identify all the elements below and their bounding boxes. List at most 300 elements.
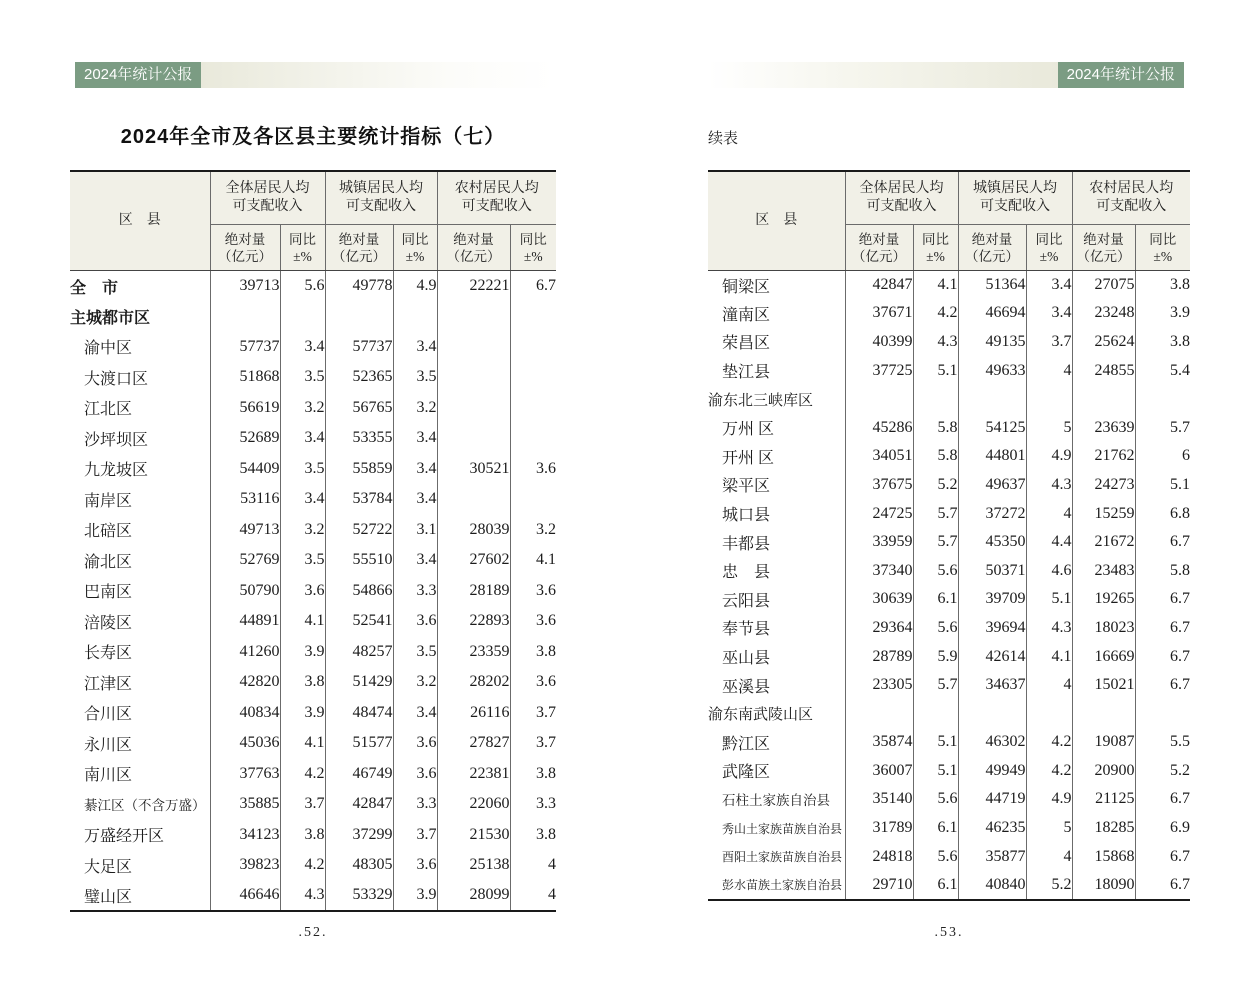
yoy-value-cell: 3.2 <box>393 393 437 424</box>
yoy-value-cell <box>510 362 556 393</box>
header-line: 可支配收入 <box>866 199 937 214</box>
absolute-value-cell: 35874 <box>845 728 913 757</box>
absolute-value-cell <box>437 301 510 332</box>
header-line: （亿元） <box>332 248 386 264</box>
table-row <box>708 785 1190 814</box>
absolute-value-cell: 29364 <box>845 614 913 643</box>
header-line: 绝对量 <box>338 231 380 247</box>
table-row <box>708 642 1190 671</box>
table-row <box>708 871 1190 900</box>
yoy-value-cell: 3.5 <box>280 454 325 485</box>
yoy-value-cell <box>1135 699 1190 728</box>
table-row <box>70 820 556 851</box>
absolute-value-cell: 42847 <box>845 271 913 300</box>
yoy-value-cell: 6.7 <box>536 277 556 294</box>
yoy-value-cell: 4.3 <box>1026 614 1072 643</box>
table-row <box>70 606 556 637</box>
absolute-value-cell <box>437 332 510 363</box>
absolute-value-cell: 18090 <box>1072 871 1135 900</box>
table-header <box>70 171 556 271</box>
yoy-value-cell: 6.7 <box>1170 618 1190 636</box>
header-line: 全体居民人均 <box>859 181 944 196</box>
yoy-value-cell: 6.7 <box>1170 875 1190 893</box>
absolute-value-cell: 51429 <box>325 667 393 698</box>
yoy-value-cell <box>1026 385 1072 414</box>
absolute-value-cell: 35877 <box>958 842 1026 871</box>
absolute-value-cell: 35140 <box>845 785 913 814</box>
absolute-value-cell: 54125 <box>958 413 1026 442</box>
absolute-value-cell: 42847 <box>325 789 393 820</box>
absolute-value-cell: 52689 <box>210 423 280 454</box>
absolute-value-cell: 37763 <box>210 759 280 790</box>
header-line: 城镇居民人均 <box>973 181 1057 196</box>
header-line: 可支配收入 <box>346 199 416 214</box>
yoy-value-cell: 3.4 <box>280 484 325 515</box>
table-row <box>708 728 1190 757</box>
header-line: 绝对量 <box>1083 231 1124 247</box>
header-line: 同比 <box>289 231 316 247</box>
table-row <box>70 759 556 790</box>
header-line: 绝对量 <box>224 231 266 247</box>
yoy-value-cell: 3.7 <box>393 820 437 851</box>
yoy-value-cell: 6.7 <box>1170 647 1190 665</box>
absolute-value-cell: 24725 <box>845 499 913 528</box>
absolute-value-cell: 46235 <box>958 814 1026 843</box>
absolute-value-cell: 20900 <box>1072 757 1135 786</box>
absolute-value-cell: 46646 <box>210 881 280 912</box>
absolute-value-cell: 41260 <box>210 637 280 668</box>
table-row <box>708 328 1190 357</box>
yoy-value-cell: 5.1 <box>1170 475 1190 493</box>
header-line: 同比 <box>1035 231 1063 247</box>
absolute-value-cell: 49713 <box>210 515 280 546</box>
yoy-value-cell: 3.6 <box>393 606 437 637</box>
absolute-value-cell: 48474 <box>325 698 393 729</box>
absolute-value-cell: 24818 <box>845 842 913 871</box>
region-name-cell: 奉节县 <box>708 614 845 643</box>
absolute-value-cell: 51577 <box>325 728 393 759</box>
yoy-value-cell: 3.9 <box>280 698 325 729</box>
region-name-cell: 全 市 <box>70 271 210 302</box>
absolute-value-cell: 55510 <box>325 545 393 576</box>
region-name-cell: 璧山区 <box>70 881 210 912</box>
absolute-value-cell: 33959 <box>845 528 913 557</box>
absolute-value-cell <box>437 484 510 515</box>
yoy-value-cell <box>393 301 437 332</box>
table-row <box>708 499 1190 528</box>
yoy-value-cell: 5.6 <box>280 271 325 302</box>
region-name-cell: 黔江区 <box>708 728 845 757</box>
region-name-cell: 酉阳土家族苗族自治县 <box>708 842 845 871</box>
region-name-cell: 垫江县 <box>708 356 845 385</box>
header-line: （亿元） <box>965 248 1019 264</box>
subheader-yoy <box>280 225 325 271</box>
absolute-value-cell <box>325 301 393 332</box>
yoy-value-cell: 3.3 <box>393 789 437 820</box>
header-line: ±% <box>1039 248 1059 264</box>
yoy-value-cell: 3.2 <box>536 520 556 538</box>
yoy-value-cell: 4.3 <box>280 881 325 912</box>
absolute-value-cell: 22381 <box>437 759 510 790</box>
absolute-value-cell: 42614 <box>958 642 1026 671</box>
header-line: ±% <box>405 248 425 264</box>
subheader-yoy <box>913 225 958 271</box>
yoy-value-cell: 5.8 <box>913 413 958 442</box>
absolute-value-cell: 37675 <box>845 471 913 500</box>
region-name-cell: 渝东南武陵山区 <box>708 699 845 728</box>
region-name-cell: 合川区 <box>70 698 210 729</box>
yoy-value-cell: 4 <box>1026 842 1072 871</box>
table-row <box>70 454 556 485</box>
left-header-band <box>75 62 555 88</box>
subheader-absolute <box>1072 225 1135 271</box>
yoy-value-cell: 5.7 <box>913 528 958 557</box>
region-name-cell: 石柱土家族自治县 <box>708 785 845 814</box>
yoy-value-cell: 3.7 <box>536 703 556 721</box>
yoy-value-cell: 3.4 <box>393 332 437 363</box>
region-name-cell: 南岸区 <box>70 484 210 515</box>
yoy-value-cell: 4.2 <box>913 299 958 328</box>
yoy-value-cell: 3.4 <box>280 423 325 454</box>
absolute-value-cell: 57737 <box>210 332 280 363</box>
yoy-value-cell: 4 <box>548 886 556 904</box>
region-name-cell: 巫溪县 <box>708 671 845 700</box>
table-row <box>70 301 556 332</box>
yoy-value-cell: 5.4 <box>1170 361 1190 379</box>
header-line: （亿元） <box>1076 248 1131 264</box>
yoy-value-cell: 3.3 <box>536 795 556 813</box>
subheader-yoy <box>1135 225 1190 271</box>
yoy-value-cell: 3.8 <box>536 642 556 660</box>
table-row <box>70 576 556 607</box>
yoy-value-cell: 3.8 <box>280 820 325 851</box>
absolute-value-cell: 23639 <box>1072 413 1135 442</box>
yoy-value-cell: 4 <box>1026 356 1072 385</box>
yoy-value-cell <box>510 423 556 454</box>
yoy-value-cell: 3.7 <box>280 789 325 820</box>
yoy-value-cell: 3.6 <box>393 759 437 790</box>
absolute-value-cell: 39694 <box>958 614 1026 643</box>
yoy-value-cell: 3.9 <box>393 881 437 912</box>
absolute-value-cell: 49637 <box>958 471 1026 500</box>
absolute-value-cell: 22221 <box>437 271 510 302</box>
yoy-value-cell: 5.1 <box>913 757 958 786</box>
yoy-value-cell: 6.1 <box>913 585 958 614</box>
absolute-value-cell: 24855 <box>1072 356 1135 385</box>
yoy-value-cell: 3.2 <box>280 393 325 424</box>
column-header-rural-income <box>437 171 556 225</box>
absolute-value-cell: 21530 <box>437 820 510 851</box>
region-name-cell: 九龙坡区 <box>70 454 210 485</box>
absolute-value-cell: 45036 <box>210 728 280 759</box>
absolute-value-cell: 40834 <box>210 698 280 729</box>
page-number-left: .52. <box>298 925 328 940</box>
column-header-region: 区 县 <box>70 171 210 271</box>
yoy-value-cell: 5.2 <box>1170 761 1190 779</box>
header-line: （亿元） <box>852 248 906 264</box>
absolute-value-cell: 56619 <box>210 393 280 424</box>
yoy-value-cell <box>913 699 958 728</box>
table-row <box>708 271 1190 300</box>
header-line: ±% <box>293 248 312 264</box>
yoy-value-cell: 3.6 <box>536 673 556 691</box>
absolute-value-cell: 52541 <box>325 606 393 637</box>
yoy-value-cell: 5.1 <box>1026 585 1072 614</box>
absolute-value-cell: 49949 <box>958 757 1026 786</box>
yoy-value-cell: 5.7 <box>1170 418 1190 436</box>
table-row <box>70 728 556 759</box>
region-name-cell: 彭水苗族土家族自治县 <box>708 871 845 900</box>
yoy-value-cell: 6.8 <box>1170 504 1190 522</box>
region-name-cell: 忠 县 <box>708 556 845 585</box>
region-name-cell: 綦江区（不含万盛） <box>70 789 210 820</box>
absolute-value-cell: 45350 <box>958 528 1026 557</box>
region-name-cell: 云阳县 <box>708 585 845 614</box>
table-row <box>708 471 1190 500</box>
absolute-value-cell: 25138 <box>437 850 510 881</box>
subheader-absolute <box>437 225 510 271</box>
absolute-value-cell: 40840 <box>958 871 1026 900</box>
yoy-value-cell: 3.3 <box>393 576 437 607</box>
region-name-cell: 北碚区 <box>70 515 210 546</box>
region-name-cell: 荣昌区 <box>708 328 845 357</box>
yoy-value-cell: 3.2 <box>393 667 437 698</box>
yoy-value-cell: 3.4 <box>1026 271 1072 300</box>
yoy-value-cell: 5.2 <box>1026 871 1072 900</box>
table-row <box>708 556 1190 585</box>
absolute-value-cell: 49135 <box>958 328 1026 357</box>
yoy-value-cell: 3.4 <box>393 698 437 729</box>
absolute-value-cell: 19087 <box>1072 728 1135 757</box>
yoy-value-cell: 4 <box>1026 671 1072 700</box>
yoy-value-cell: 3.4 <box>393 423 437 454</box>
right-band-fill <box>708 62 1058 88</box>
continued-table-label: 续表 <box>708 131 739 147</box>
yoy-value-cell: 4.2 <box>280 850 325 881</box>
right-bulletin-badge: 2024年统计公报 <box>1058 62 1184 88</box>
table-row <box>708 356 1190 385</box>
table-row <box>70 637 556 668</box>
absolute-value-cell <box>845 385 913 414</box>
absolute-value-cell: 35885 <box>210 789 280 820</box>
region-name-cell: 梁平区 <box>708 471 845 500</box>
table-row <box>708 614 1190 643</box>
yoy-value-cell: 3.8 <box>536 764 556 782</box>
table-row <box>70 789 556 820</box>
absolute-value-cell: 34637 <box>958 671 1026 700</box>
absolute-value-cell: 39709 <box>958 585 1026 614</box>
absolute-value-cell: 50371 <box>958 556 1026 585</box>
yoy-value-cell <box>913 385 958 414</box>
yoy-value-cell: 3.4 <box>1026 299 1072 328</box>
yoy-value-cell: 3.8 <box>1170 276 1190 294</box>
header-line: 同比 <box>519 231 547 247</box>
absolute-value-cell: 26116 <box>437 698 510 729</box>
table-row <box>70 271 556 302</box>
table-row <box>70 667 556 698</box>
yoy-value-cell: 5 <box>1026 814 1072 843</box>
absolute-value-cell: 45286 <box>845 413 913 442</box>
yoy-value-cell <box>280 301 325 332</box>
region-name-cell: 城口县 <box>708 499 845 528</box>
region-name-cell: 开州 区 <box>708 442 845 471</box>
absolute-value-cell: 55859 <box>325 454 393 485</box>
absolute-value-cell: 23305 <box>845 671 913 700</box>
region-name-cell: 巴南区 <box>70 576 210 607</box>
table-body-left <box>70 271 556 912</box>
absolute-value-cell: 22060 <box>437 789 510 820</box>
header-line: 可支配收入 <box>232 199 303 214</box>
absolute-value-cell <box>437 423 510 454</box>
yoy-value-cell: 4 <box>1026 499 1072 528</box>
region-name-cell: 长寿区 <box>70 637 210 668</box>
yoy-value-cell: 3.8 <box>280 667 325 698</box>
absolute-value-cell: 44801 <box>958 442 1026 471</box>
column-header-region: 区 县 <box>708 171 845 271</box>
header-line: 可支配收入 <box>461 199 532 214</box>
subheader-absolute <box>210 225 280 271</box>
table-row <box>708 528 1190 557</box>
absolute-value-cell: 36007 <box>845 757 913 786</box>
yoy-value-cell: 4.1 <box>280 728 325 759</box>
yoy-value-cell: 4.3 <box>1026 471 1072 500</box>
yoy-value-cell: 3.5 <box>280 545 325 576</box>
absolute-value-cell: 30639 <box>845 585 913 614</box>
yoy-value-cell: 5.6 <box>913 556 958 585</box>
absolute-value-cell: 18285 <box>1072 814 1135 843</box>
absolute-value-cell: 22893 <box>437 606 510 637</box>
yoy-value-cell: 3.9 <box>280 637 325 668</box>
absolute-value-cell: 30521 <box>437 454 510 485</box>
region-name-cell: 万州 区 <box>708 413 845 442</box>
yoy-value-cell: 5.2 <box>913 471 958 500</box>
yoy-value-cell: 3.5 <box>393 362 437 393</box>
yoy-value-cell: 3.8 <box>1170 332 1190 350</box>
yoy-value-cell: 5.1 <box>913 728 958 757</box>
yoy-value-cell <box>1026 699 1072 728</box>
region-name-cell: 武隆区 <box>708 757 845 786</box>
header-line: ±% <box>1153 248 1173 264</box>
table-row <box>70 362 556 393</box>
absolute-value-cell: 23359 <box>437 637 510 668</box>
yoy-value-cell: 6.7 <box>1170 790 1190 808</box>
absolute-value-cell: 46694 <box>958 299 1026 328</box>
absolute-value-cell: 23483 <box>1072 556 1135 585</box>
absolute-value-cell: 57737 <box>325 332 393 363</box>
absolute-value-cell: 52365 <box>325 362 393 393</box>
absolute-value-cell: 28789 <box>845 642 913 671</box>
yoy-value-cell: 6.1 <box>913 814 958 843</box>
header-line: ±% <box>926 248 945 264</box>
region-name-cell: 渝东北三峡库区 <box>708 385 845 414</box>
region-name-cell: 秀山土家族苗族自治县 <box>708 814 845 843</box>
absolute-value-cell: 37272 <box>958 499 1026 528</box>
left-bulletin-badge: 2024年统计公报 <box>75 62 201 88</box>
yoy-value-cell: 3.1 <box>393 515 437 546</box>
absolute-value-cell: 42820 <box>210 667 280 698</box>
absolute-value-cell: 28189 <box>437 576 510 607</box>
yoy-value-cell <box>510 332 556 363</box>
region-name-cell: 南川区 <box>70 759 210 790</box>
yoy-value-cell: 4.1 <box>913 271 958 300</box>
absolute-value-cell: 46302 <box>958 728 1026 757</box>
absolute-value-cell: 54409 <box>210 454 280 485</box>
header-line: 全体居民人均 <box>225 181 310 196</box>
table-row <box>70 881 556 912</box>
yoy-value-cell: 3.6 <box>280 576 325 607</box>
table-row <box>708 699 1190 728</box>
table-body-right <box>708 271 1190 900</box>
absolute-value-cell: 34123 <box>210 820 280 851</box>
absolute-value-cell: 39713 <box>210 271 280 302</box>
region-name-cell: 万盛经开区 <box>70 820 210 851</box>
subheader-absolute <box>845 225 913 271</box>
absolute-value-cell: 28202 <box>437 667 510 698</box>
yoy-value-cell: 4.2 <box>280 759 325 790</box>
absolute-value-cell: 21762 <box>1072 442 1135 471</box>
absolute-value-cell: 28039 <box>437 515 510 546</box>
table-row <box>70 332 556 363</box>
region-name-cell: 丰都县 <box>708 528 845 557</box>
region-name-cell: 大足区 <box>70 850 210 881</box>
absolute-value-cell: 53355 <box>325 423 393 454</box>
yoy-value-cell: 6.7 <box>1170 533 1190 551</box>
yoy-value-cell: 3.9 <box>1170 304 1190 322</box>
table-row <box>708 299 1190 328</box>
absolute-value-cell: 15259 <box>1072 499 1135 528</box>
yoy-value-cell: 3.4 <box>280 332 325 363</box>
region-name-cell: 主城都市区 <box>70 301 210 332</box>
absolute-value-cell: 15021 <box>1072 671 1135 700</box>
table-row <box>70 850 556 881</box>
yoy-value-cell: 6.9 <box>1170 819 1190 837</box>
absolute-value-cell <box>1072 385 1135 414</box>
yoy-value-cell: 4.4 <box>1026 528 1072 557</box>
yoy-value-cell <box>510 484 556 515</box>
region-name-cell: 渝北区 <box>70 545 210 576</box>
header-line: 绝对量 <box>971 231 1013 247</box>
region-name-cell: 巫山县 <box>708 642 845 671</box>
header-line: 绝对量 <box>453 231 494 247</box>
column-header-overall-income <box>845 171 958 225</box>
table-header <box>708 171 1190 271</box>
yoy-value-cell: 5.7 <box>913 499 958 528</box>
absolute-value-cell: 37299 <box>325 820 393 851</box>
absolute-value-cell: 50790 <box>210 576 280 607</box>
absolute-value-cell: 31789 <box>845 814 913 843</box>
yoy-value-cell: 4.2 <box>1026 728 1072 757</box>
table-row <box>708 385 1190 414</box>
yoy-value-cell: 3.4 <box>393 545 437 576</box>
absolute-value-cell <box>437 393 510 424</box>
absolute-value-cell <box>958 699 1026 728</box>
table-row <box>708 585 1190 614</box>
absolute-value-cell: 53116 <box>210 484 280 515</box>
yoy-value-cell: 4.9 <box>1026 442 1072 471</box>
page-title: 2024年全市及各区县主要统计指标（七） <box>120 126 506 148</box>
region-name-cell: 江津区 <box>70 667 210 698</box>
absolute-value-cell: 53784 <box>325 484 393 515</box>
yoy-value-cell: 5.8 <box>1170 561 1190 579</box>
absolute-value-cell: 48305 <box>325 850 393 881</box>
stats-table-right <box>708 170 1190 901</box>
yoy-value-cell: 4.3 <box>913 328 958 357</box>
table-row <box>708 442 1190 471</box>
yoy-value-cell: 6.7 <box>1170 676 1190 694</box>
yoy-value-cell: 5 <box>1026 413 1072 442</box>
yoy-value-cell: 5.6 <box>913 614 958 643</box>
yoy-value-cell <box>510 301 556 332</box>
